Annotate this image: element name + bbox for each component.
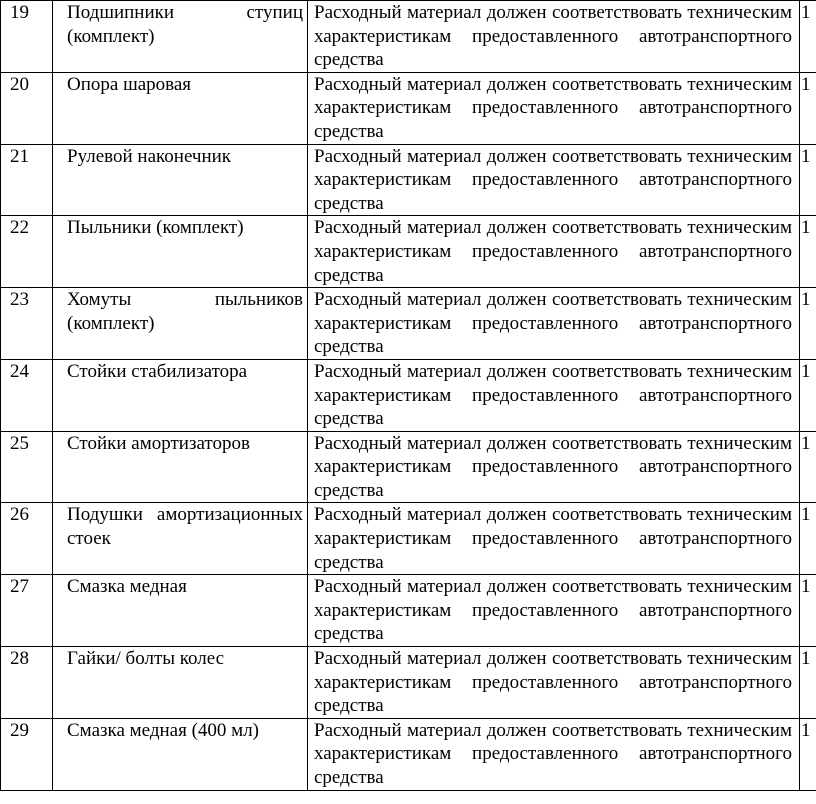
table-row: [1, 359, 816, 431]
item-description: Расходный материал должен соответствовать техническим характеристикам предоставленного автотранспортного средства: [308, 1, 800, 73]
row-number: 24: [1, 359, 53, 431]
item-description: Расходный материал должен соответствовать техническим характеристикам предоставленного автотранспортного средства: [308, 144, 800, 216]
item-description: Расходный материал должен соответствовать техническим характеристикам предоставленного автотранспортного средства: [308, 431, 800, 503]
item-name: Рулевой наконечник: [53, 144, 308, 216]
item-quantity: 1: [800, 718, 816, 790]
row-number: 26: [1, 503, 53, 575]
table-row: [1, 1, 816, 73]
item-description: Расходный материал должен соответствовать техническим характеристикам предоставленного автотранспортного средства: [308, 503, 800, 575]
item-quantity: 1: [800, 575, 816, 647]
row-number: 20: [1, 72, 53, 144]
item-quantity: 1: [800, 72, 816, 144]
item-description: Расходный материал должен соответствовать техническим характеристикам предоставленного автотранспортного средства: [308, 718, 800, 790]
row-number: 22: [1, 216, 53, 288]
item-description: Расходный материал должен соответствовать техническим характеристикам предоставленного автотранспортного средства: [308, 359, 800, 431]
item-quantity: 1: [800, 144, 816, 216]
item-name: Хомуты пыльников (комплект): [53, 288, 308, 360]
item-name: Стойки стабилизатора: [53, 359, 308, 431]
item-quantity: 1: [800, 1, 816, 73]
item-description: Расходный материал должен соответствовать техническим характеристикам предоставленного автотранспортного средства: [308, 216, 800, 288]
item-description: Расходный материал должен соответствовать техническим характеристикам предоставленного автотранспортного средства: [308, 647, 800, 719]
item-name: Пыльники (комплект): [53, 216, 308, 288]
item-name: Гайки/ болты колес: [53, 647, 308, 719]
item-name: Опора шаровая: [53, 72, 308, 144]
table-row: [1, 575, 816, 647]
item-name: Смазка медная: [53, 575, 308, 647]
item-description: Расходный материал должен соответствовать техническим характеристикам предоставленного автотранспортного средства: [308, 575, 800, 647]
item-quantity: 1: [800, 288, 816, 360]
item-name: Подушки амортизационных стоек: [53, 503, 308, 575]
item-quantity: 1: [800, 216, 816, 288]
row-number: 28: [1, 647, 53, 719]
table-row: [1, 288, 816, 360]
item-description: Расходный материал должен соответствовать техническим характеристикам предоставленного автотранспортного средства: [308, 288, 800, 360]
table-row: [1, 144, 816, 216]
item-name: Стойки амортизаторов: [53, 431, 308, 503]
table-row: [1, 72, 816, 144]
item-name: Подшипники ступиц (комплект): [53, 1, 308, 73]
item-description: Расходный материал должен соответствовать техническим характеристикам предоставленного автотранспортного средства: [308, 72, 800, 144]
item-quantity: 1: [800, 359, 816, 431]
item-name: Смазка медная (400 мл): [53, 718, 308, 790]
item-quantity: 1: [800, 431, 816, 503]
table-row: [1, 431, 816, 503]
row-number: 25: [1, 431, 53, 503]
item-quantity: 1: [800, 647, 816, 719]
table-row: [1, 503, 816, 575]
spec-table-body: [1, 1, 816, 791]
row-number: 29: [1, 718, 53, 790]
table-row: [1, 216, 816, 288]
item-quantity: 1: [800, 503, 816, 575]
table-row: [1, 718, 816, 790]
row-number: 21: [1, 144, 53, 216]
row-number: 23: [1, 288, 53, 360]
table-row: [1, 647, 816, 719]
row-number: 19: [1, 1, 53, 73]
row-number: 27: [1, 575, 53, 647]
